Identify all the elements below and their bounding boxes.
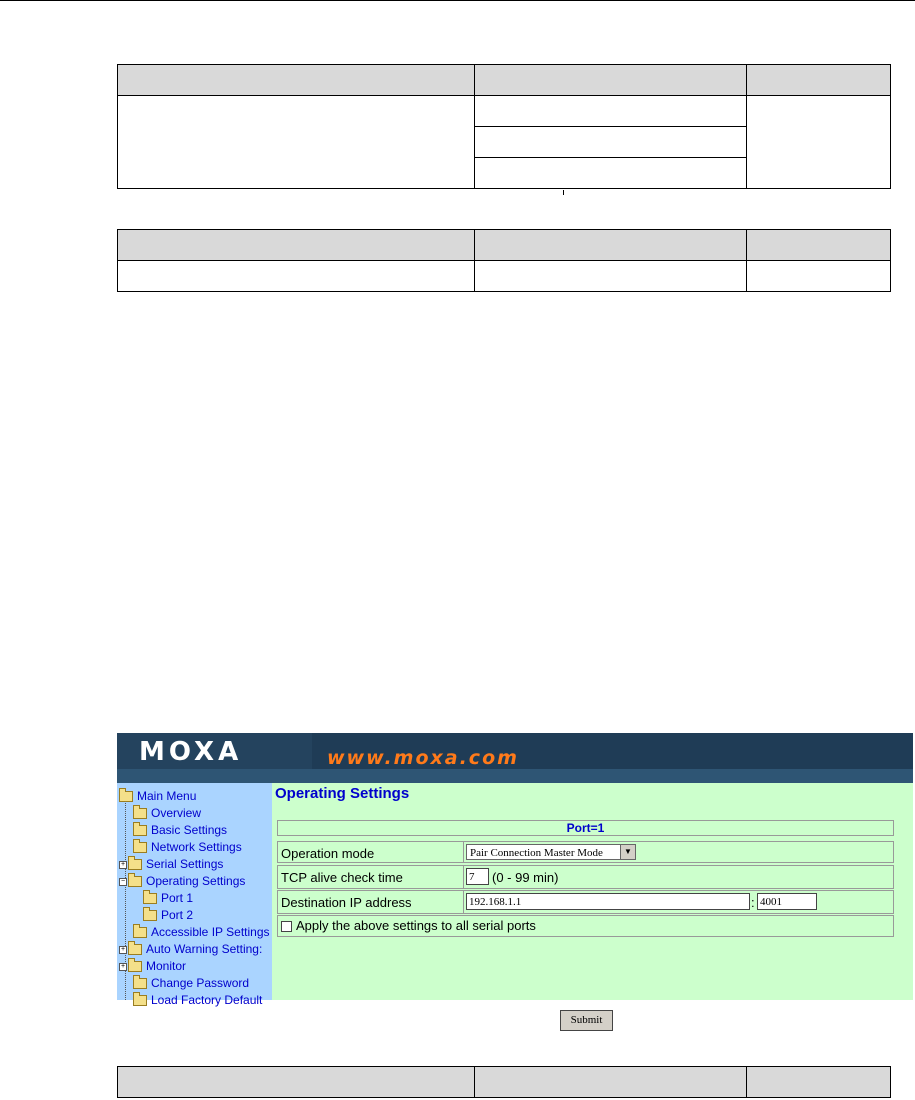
sidebar-menu — [117, 783, 272, 1007]
apply-all-label: Apply the above settings to all serial ports — [296, 918, 536, 933]
sidebar-item-port-1[interactable] — [143, 890, 193, 906]
sidebar-item-change-password[interactable] — [133, 975, 249, 991]
collapse-minus-icon[interactable]: − — [120, 877, 126, 885]
table-cell — [747, 261, 891, 292]
sidebar-item-label: Port 1 — [161, 891, 194, 905]
table-cell — [118, 230, 475, 261]
sidebar-item-monitor[interactable] — [119, 958, 186, 974]
folder-icon — [128, 944, 142, 955]
document-table-2 — [117, 229, 891, 292]
sidebar-item-auto-warning-setting[interactable] — [119, 941, 262, 957]
page-title: Operating Settings — [275, 785, 410, 802]
destination-port-input[interactable]: 4001 — [757, 893, 817, 910]
port-label: Port=1 — [566, 821, 605, 835]
sidebar-item-label: Port 2 — [161, 908, 194, 922]
sidebar-item-label: Network Settings — [151, 840, 242, 854]
sidebar-item-label: Operating Settings — [146, 874, 246, 888]
folder-icon — [133, 927, 147, 938]
document-table-3 — [117, 1066, 891, 1098]
sidebar-item-overview[interactable] — [133, 805, 201, 821]
moxa-url[interactable]: www.moxa.com — [327, 747, 519, 769]
table-cell — [475, 65, 747, 96]
destination-ip-row — [277, 890, 894, 914]
sidebar-item-label: Main Menu — [137, 789, 197, 803]
table-cell — [475, 127, 747, 158]
tcp-alive-label: TCP alive check time — [281, 870, 403, 885]
moxa-web-console-screenshot — [117, 733, 913, 1026]
folder-icon — [133, 978, 147, 989]
row-divider — [463, 891, 464, 913]
folder-icon — [143, 893, 157, 904]
ip-port-separator: : — [751, 895, 755, 910]
port-header-row — [277, 820, 894, 836]
tcp-alive-input[interactable]: 7 — [466, 868, 489, 885]
table-cell — [475, 96, 747, 127]
sidebar-item-operating-settings[interactable] — [119, 873, 245, 889]
folder-icon — [128, 961, 142, 972]
operation-mode-label: Operation mode — [281, 846, 375, 861]
table-cell — [475, 1067, 747, 1098]
dropdown-arrow-icon[interactable]: ▼ — [620, 845, 635, 859]
sidebar-item-basic-settings[interactable] — [133, 822, 227, 838]
stray-mark — [563, 190, 564, 195]
sidebar-item-serial-settings[interactable] — [119, 856, 223, 872]
folder-open-icon — [119, 791, 133, 802]
folder-icon — [133, 808, 147, 819]
folder-icon — [133, 995, 147, 1006]
main-panel — [275, 783, 913, 1026]
sidebar-item-main-menu[interactable] — [119, 788, 196, 804]
expand-plus-icon[interactable]: + — [120, 945, 126, 953]
destination-ip-label: Destination IP address — [281, 895, 412, 910]
table-cell — [475, 158, 747, 189]
sidebar-item-port-2[interactable] — [143, 907, 193, 923]
folder-icon — [133, 842, 147, 853]
folder-open-icon — [128, 876, 142, 887]
apply-all-checkbox[interactable] — [281, 921, 292, 932]
table-cell — [118, 65, 475, 96]
sidebar-item-label: Overview — [151, 806, 202, 820]
moxa-logo: MOXA — [139, 737, 243, 767]
sidebar-item-label: Auto Warning Setting: — [146, 942, 263, 956]
table-cell — [475, 261, 747, 292]
table-cell — [118, 261, 475, 292]
table-cell — [118, 1067, 475, 1098]
operation-mode-row — [277, 841, 894, 863]
banner-strip — [117, 769, 913, 783]
table-cell — [747, 1067, 891, 1098]
table-cell — [747, 65, 891, 96]
sidebar-item-load-factory-default[interactable] — [133, 992, 262, 1008]
expand-plus-icon[interactable]: + — [120, 962, 126, 970]
folder-icon — [128, 859, 142, 870]
table-cell — [475, 230, 747, 261]
apply-all-row — [277, 915, 894, 937]
table-cell — [747, 96, 891, 189]
sidebar-item-label: Load Factory Default — [151, 993, 263, 1007]
tcp-alive-range: (0 - 99 min) — [492, 870, 559, 885]
operation-mode-select[interactable] — [466, 844, 636, 860]
folder-icon — [133, 825, 147, 836]
sidebar-item-label: Serial Settings — [146, 857, 224, 871]
expand-plus-icon[interactable]: + — [120, 860, 126, 868]
tcp-alive-row — [277, 865, 894, 889]
table-cell — [118, 96, 475, 189]
row-divider — [463, 842, 464, 862]
submit-button[interactable]: Submit — [560, 1010, 613, 1031]
sidebar-item-network-settings[interactable] — [133, 839, 242, 855]
page-top-rule — [0, 0, 915, 1]
operation-mode-value: Pair Connection Master Mode — [470, 847, 603, 859]
apply-all-option[interactable] — [281, 918, 536, 933]
document-table-1 — [117, 64, 891, 189]
table-cell — [747, 230, 891, 261]
sidebar-item-accessible-ip-settings[interactable] — [133, 924, 270, 940]
folder-icon — [143, 910, 157, 921]
sidebar-item-label: Monitor — [146, 959, 187, 973]
header-banner — [117, 733, 913, 783]
sidebar-item-label: Basic Settings — [151, 823, 228, 837]
sidebar-item-label: Accessible IP Settings — [151, 925, 270, 939]
sidebar-item-label: Change Password — [151, 976, 250, 990]
row-divider — [463, 866, 464, 888]
destination-ip-input[interactable]: 192.168.1.1 — [466, 893, 750, 910]
